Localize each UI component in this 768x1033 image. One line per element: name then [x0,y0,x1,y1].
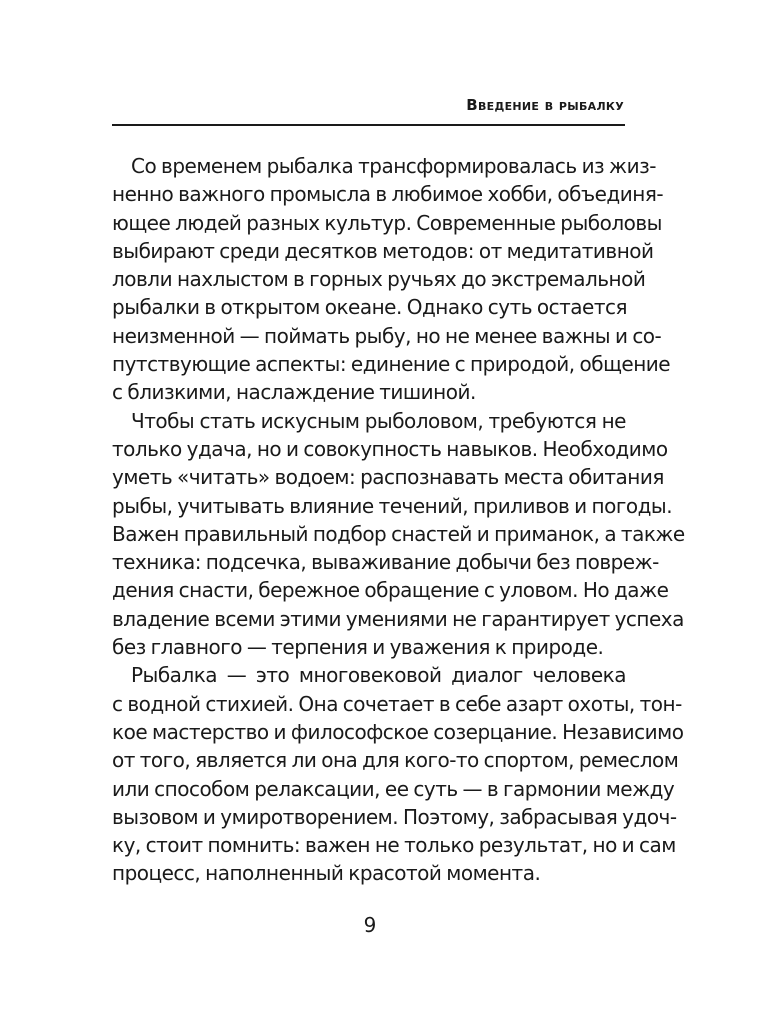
text-line: или способом релаксации, ее суть — в гармонии между [112,776,675,801]
text-line: ненно важного промысла в любимое хобби, объединя- [112,182,664,207]
text-line: уметь «читать» водоем: распознавать места обитания [112,465,664,490]
text-line: с водной стихией. Она сочетает в себе азарт охоты, тон- [112,691,682,716]
text-line: путствующие аспекты: единение с природой, общение [112,352,671,377]
text-line: кое мастерство и философское созерцание. Независимо [112,719,684,744]
text-line: дения снасти, бережное обращение с уловом. Но даже [112,578,669,603]
text-line: выбирают среди десятков методов: от медитативной [112,238,654,263]
text-line: без главного — терпения и уважения к природе. [112,635,604,660]
text-line: Важен правильный подбор снастей и приманок, а также [112,521,685,546]
body-text [112,152,685,888]
text-line: от того, является ли она для кого-то спортом, ремеслом [112,748,679,773]
page-number: 9 [363,913,377,937]
text-line: владение всеми этими умениями не гарантирует успеха [112,606,684,631]
text-line: с близкими, наслаждение тишиной. [112,380,476,405]
text-line: только удача, но и совокупность навыков. Необходимо [112,436,668,461]
text-line: ловли нахлыстом в горных ручьях до экстремальной [112,267,646,292]
text-line: Чтобы стать искусным рыболовом, требуются не [131,408,626,433]
paragraph-1 [112,152,671,407]
text-line: неизменной — поймать рыбу, но не менее важны и со- [112,323,662,348]
text-line: ющее людей разных культур. Современные рыболовы [112,210,662,235]
running-title: Введение в рыбалку [466,96,624,114]
text-line: процесс, наполненный красотой момента. [112,861,541,886]
text-line: вызовом и умиротворением. Поэтому, забрасывая удоч- [112,804,677,829]
text-line: рыбы, учитывать влияние течений, приливов и погоды. [112,493,673,518]
text-line: Рыбалка — это многовековой диалог человека [131,663,626,688]
text-line: рыбалки в открытом океане. Однако суть остается [112,295,628,320]
header-rule [112,124,625,126]
text-line: Со временем рыбалка трансформировалась из жиз- [131,154,656,178]
text-line: техника: подсечка, вываживание добычи без повреж- [112,550,659,575]
paragraph-2 [112,407,685,662]
paragraph-3 [112,661,684,887]
text-line: ку, стоит помнить: важен не только результат, но и сам [112,833,676,858]
